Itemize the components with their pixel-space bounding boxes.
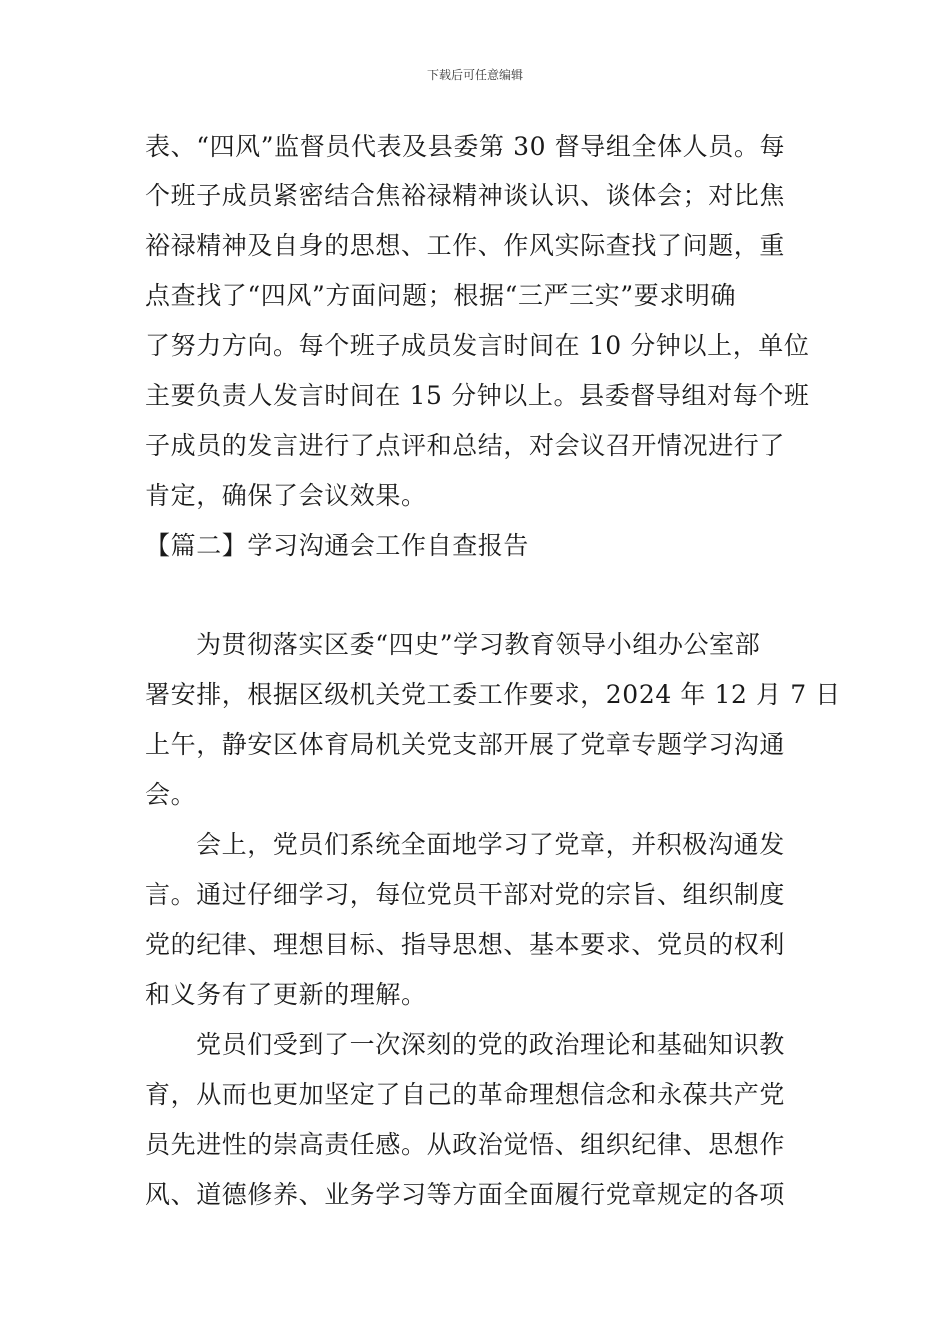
text-line: 肯定，确保了会议效果。 xyxy=(145,481,427,510)
text-line: 了努力方向。每个班子成员发言时间在 10 分钟以上，单位 xyxy=(145,331,810,360)
text-line: 员先进性的崇高责任感。从政治觉悟、组织纪律、思想作 xyxy=(145,1130,786,1159)
text-line: 言。通过仔细学习，每位党员干部对党的宗旨、组织制度 xyxy=(145,880,786,909)
text-line: 风、道德修养、业务学习等方面全面履行党章规定的各项 xyxy=(145,1180,786,1209)
text-line: 为贯彻落实区委“四史”学习教育领导小组办公室部 xyxy=(196,630,761,659)
text-line: 主要负责人发言时间在 15 分钟以上。县委督导组对每个班 xyxy=(145,381,810,410)
text-line: 会。 xyxy=(145,780,197,809)
text-line: 党的纪律、理想目标、指导思想、基本要求、党员的权利 xyxy=(145,930,786,959)
text-line: 署安排，根据区级机关党工委工作要求，2024 年 12 月 7 日 xyxy=(145,680,841,709)
page-header: 下载后可任意编辑 xyxy=(426,68,523,82)
text-line: 和义务有了更新的理解。 xyxy=(145,980,427,1009)
text-line: 会上，党员们系统全面地学习了党章，并积极沟通发 xyxy=(196,830,785,859)
text-line: 裕禄精神及自身的思想、工作、作风实际查找了问题，重 xyxy=(145,231,786,260)
text-line: 表、“四风”监督员代表及县委第 30 督导组全体人员。每 xyxy=(145,132,786,161)
text-line: 个班子成员紧密结合焦裕禄精神谈认识、谈体会；对比焦 xyxy=(145,181,786,210)
section-heading: 【篇二】学习沟通会工作自查报告 xyxy=(145,531,530,560)
text-line: 党员们受到了一次深刻的党的政治理论和基础知识教 xyxy=(196,1030,785,1059)
text-line: 上午，静安区体育局机关党支部开展了党章专题学习沟通 xyxy=(145,730,786,759)
text-line: 点查找了“四风”方面问题；根据“三严三实”要求明确 xyxy=(145,281,737,310)
text-line: 育，从而也更加坚定了自己的革命理想信念和永葆共产党 xyxy=(145,1080,786,1109)
text-line: 子成员的发言进行了点评和总结，对会议召开情况进行了 xyxy=(145,431,786,460)
